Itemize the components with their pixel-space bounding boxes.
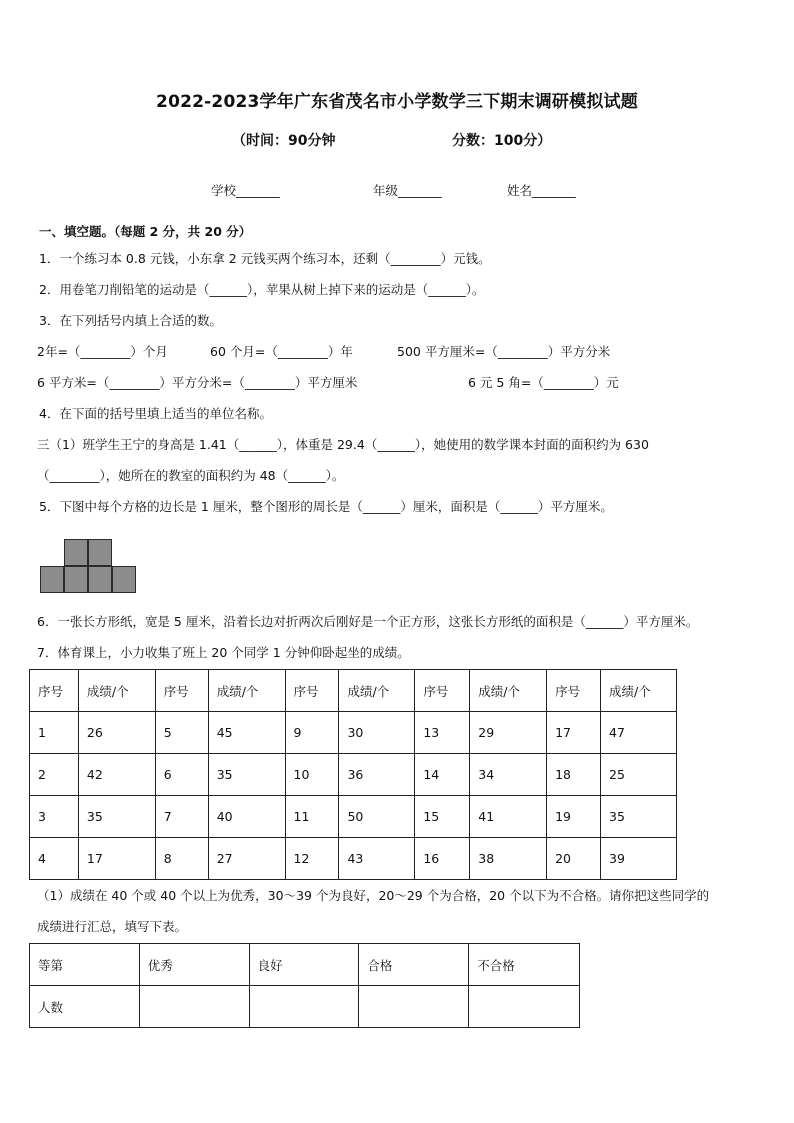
school-field[interactable]: 学校_______	[211, 183, 280, 198]
table-header-row	[30, 670, 677, 712]
table-cell: 36	[339, 754, 415, 796]
question-4-text: 三（1）班学生王宁的身高是 1.41（______），体重是 29.4（______），她使用的数学课本封面的面积约为 630	[37, 437, 649, 452]
table-cell: 35	[208, 754, 285, 796]
header-cell: 成绩/个	[339, 670, 415, 712]
table-cell: 11	[285, 796, 339, 838]
table-cell: 4	[30, 838, 79, 880]
header-cell: 序号	[415, 670, 470, 712]
answer-cell[interactable]	[469, 986, 580, 1028]
table-cell: 1	[30, 712, 79, 754]
table-cell: 9	[285, 712, 339, 754]
question-6: 6．一张长方形纸，宽是 5 厘米，沿着长边对折两次后刚好是一个正方形，这张长方形纸的面积是（______）平方厘米。	[37, 614, 699, 629]
table-cell: 34	[470, 754, 547, 796]
header-cell: 序号	[155, 670, 208, 712]
table-cell: 2	[30, 754, 79, 796]
question-4: 4．在下面的括号里填上适当的单位名称。	[39, 406, 272, 421]
table-cell: 30	[339, 712, 415, 754]
table-cell: 50	[339, 796, 415, 838]
exam-time: （时间：90分钟	[232, 133, 336, 149]
table-row	[30, 986, 580, 1028]
header-cell: 成绩/个	[470, 670, 547, 712]
table-cell: 7	[155, 796, 208, 838]
table-cell: 13	[415, 712, 470, 754]
table-cell: 17	[78, 838, 155, 880]
table-cell: 45	[208, 712, 285, 754]
header-cell: 成绩/个	[601, 670, 677, 712]
header-cell: 序号	[547, 670, 601, 712]
question-3-item: 2年=（________）个月	[37, 344, 168, 359]
table-cell: 25	[601, 754, 677, 796]
question-3-item: 500 平方厘米=（________）平方分米	[397, 344, 611, 359]
table-cell: 41	[470, 796, 547, 838]
table-cell: 38	[470, 838, 547, 880]
scores-table	[29, 669, 677, 880]
table-row	[30, 796, 677, 838]
question-7: 7．体育课上，小力收集了班上 20 个同学 1 分钟仰卧起坐的成绩。	[37, 645, 410, 660]
question-1: 1．一个练习本 0.8 元钱，小东拿 2 元钱买两个练习本，还剩（________）元钱。	[39, 251, 491, 266]
question-4-text: （________），她所在的教室的面积约为 48（______）。	[37, 468, 345, 483]
answer-cell[interactable]	[359, 986, 469, 1028]
question-3-item: 60 个月=（________）年	[210, 344, 353, 359]
answer-cell[interactable]	[139, 986, 249, 1028]
grid-square	[40, 566, 64, 593]
table-cell: 19	[547, 796, 601, 838]
table-cell: 35	[78, 796, 155, 838]
grid-figure	[40, 537, 140, 595]
table-cell: 10	[285, 754, 339, 796]
grid-square	[64, 539, 88, 566]
grid-square	[112, 566, 136, 593]
header-cell: 成绩/个	[208, 670, 285, 712]
table-cell: 5	[155, 712, 208, 754]
table-cell: 26	[78, 712, 155, 754]
table-cell: 16	[415, 838, 470, 880]
table-row	[30, 754, 677, 796]
table-cell: 3	[30, 796, 79, 838]
table-cell: 40	[208, 796, 285, 838]
page-title: 2022-2023学年广东省茂名市小学数学三下期末调研模拟试题	[156, 92, 638, 112]
header-cell: 成绩/个	[78, 670, 155, 712]
table-cell: 8	[155, 838, 208, 880]
grade-field[interactable]: 年级_______	[373, 183, 442, 198]
header-cell: 等第	[30, 944, 140, 986]
header-cell: 序号	[285, 670, 339, 712]
table-cell: 47	[601, 712, 677, 754]
table-cell: 20	[547, 838, 601, 880]
question-3: 3．在下列括号内填上合适的数。	[39, 313, 222, 328]
table-cell: 42	[78, 754, 155, 796]
question-2: 2．用卷笔刀削铅笔的运动是（______），苹果从树上掉下来的运动是（______）。	[39, 282, 485, 297]
table-row	[30, 712, 677, 754]
question-3-item: 6 平方米=（________）平方分米=（________）平方厘米	[37, 375, 358, 390]
table-cell: 15	[415, 796, 470, 838]
table-cell: 17	[547, 712, 601, 754]
table-cell: 14	[415, 754, 470, 796]
question-7-sub1: 成绩进行汇总，填写下表。	[37, 919, 188, 934]
grid-square	[64, 566, 88, 593]
table-cell: 6	[155, 754, 208, 796]
table-cell: 43	[339, 838, 415, 880]
table-row	[30, 838, 677, 880]
header-cell: 优秀	[139, 944, 249, 986]
header-cell: 序号	[30, 670, 79, 712]
header-cell: 良好	[249, 944, 359, 986]
table-cell: 27	[208, 838, 285, 880]
grid-square	[88, 539, 112, 566]
table-cell: 12	[285, 838, 339, 880]
table-cell: 35	[601, 796, 677, 838]
question-3-item: 6 元 5 角=（________）元	[468, 375, 619, 390]
table-cell: 人数	[30, 986, 140, 1028]
question-7-sub1: （1）成绩在 40 个或 40 个以上为优秀，30～39 个为良好，20～29 个为合格，20 个以下为不合格。请你把这些同学的	[37, 888, 710, 903]
answer-cell[interactable]	[249, 986, 359, 1028]
table-header-row	[30, 944, 580, 986]
summary-table	[29, 943, 580, 1028]
name-field[interactable]: 姓名_______	[507, 183, 576, 198]
table-cell: 29	[470, 712, 547, 754]
header-cell: 合格	[359, 944, 469, 986]
table-cell: 39	[601, 838, 677, 880]
header-cell: 不合格	[469, 944, 580, 986]
grid-square	[88, 566, 112, 593]
table-cell: 18	[547, 754, 601, 796]
exam-score: 分数：100分）	[452, 133, 552, 149]
question-5: 5．下图中每个方格的边长是 1 厘米，整个图形的周长是（______）厘米，面积是（______）平方厘米。	[39, 499, 613, 514]
section-heading: 一、填空题。（每题 2 分，共 20 分）	[39, 224, 252, 239]
